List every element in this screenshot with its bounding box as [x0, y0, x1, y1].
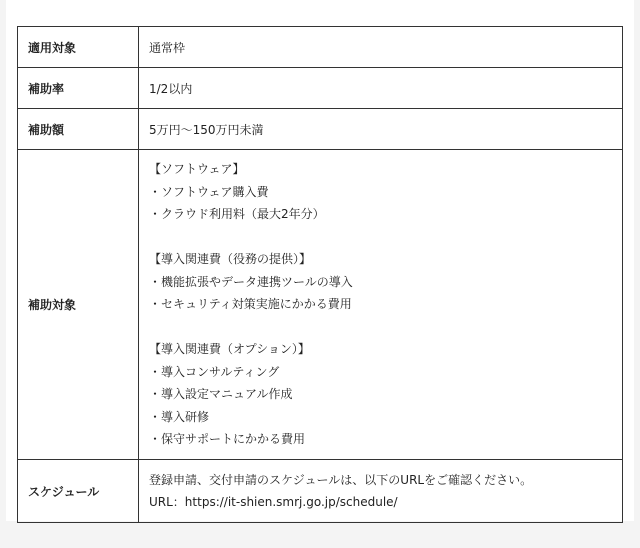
list-item: ・クラウド利用料（最大2年分） [149, 207, 325, 222]
list-item: 【ソフトウェア】 [149, 162, 245, 177]
list-item: ・導入設定マニュアル作成 [149, 387, 293, 402]
row-label-rate: 補助率 [18, 68, 139, 109]
table-row-target [18, 27, 623, 68]
list-spacer [149, 226, 622, 249]
subsidy-info-table [17, 26, 623, 523]
list-item: 【導入関連費（オプション）】 [149, 342, 310, 357]
table-row-schedule [18, 460, 623, 523]
list-item: ・ソフトウェア購入費 [149, 184, 269, 199]
list-spacer [149, 316, 622, 339]
table-row-subsidy [18, 150, 623, 460]
row-value-target: 通常枠 [139, 27, 623, 68]
row-label-amount: 補助額 [18, 109, 139, 150]
row-value-schedule [139, 460, 623, 523]
schedule-url: URL：https://it-shien.smrj.go.jp/schedule/ [149, 495, 398, 509]
left-margin [0, 0, 6, 548]
bottom-margin [0, 521, 640, 548]
list-item: 【導入関連費（役務の提供）】 [149, 252, 312, 267]
table-row-amount [18, 109, 623, 150]
row-value-rate: 1/2以内 [139, 68, 623, 109]
list-item: ・機能拡張やデータ連携ツールの導入 [149, 274, 353, 289]
list-item: ・導入研修 [149, 409, 210, 424]
right-margin [634, 0, 640, 548]
subsidy-list [149, 152, 622, 457]
row-label-target: 適用対象 [18, 27, 139, 68]
schedule-description: 登録申請、交付申請のスケジュールは、以下のURLをご確認ください。 [149, 472, 533, 487]
list-item: ・導入コンサルティング [149, 364, 280, 379]
list-item: ・セキュリティ対策実施にかかる費用 [149, 297, 352, 312]
table-row-rate [18, 68, 623, 109]
row-value-subsidy [139, 150, 623, 460]
row-value-amount: 5万円〜150万円未満 [139, 109, 623, 150]
list-item: ・保守サポートにかかる費用 [149, 432, 306, 447]
row-label-subsidy: 補助対象 [18, 150, 139, 460]
row-label-schedule: スケジュール [18, 460, 139, 523]
schedule-text-block [149, 469, 622, 514]
